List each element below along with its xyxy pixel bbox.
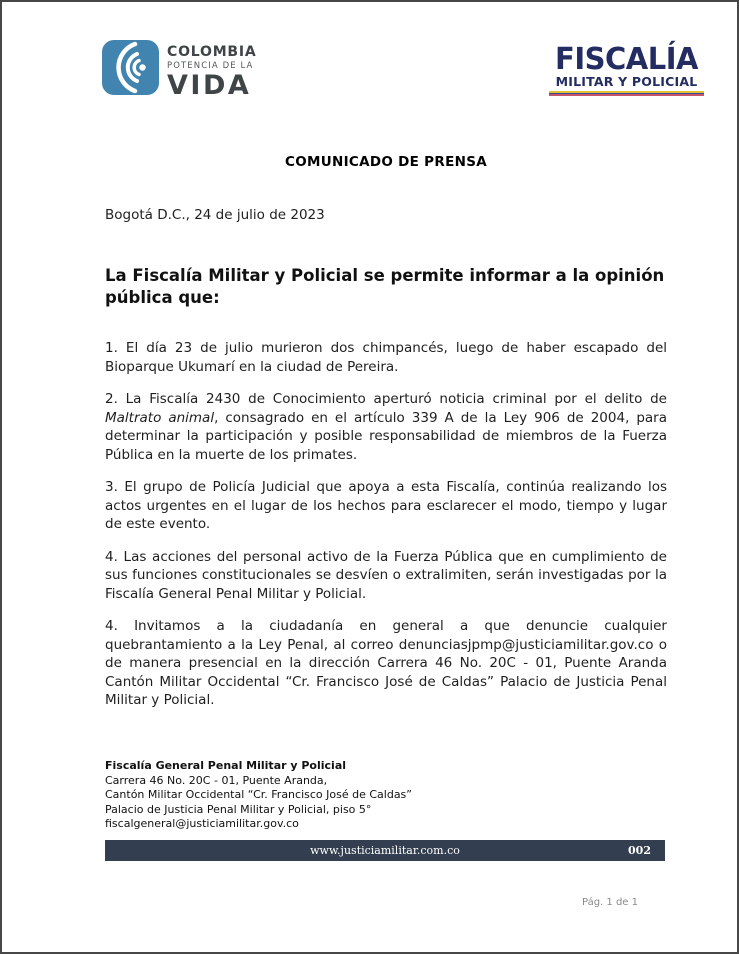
- document-title: COMUNICADO DE PRENSA: [285, 154, 487, 170]
- colombia-wave-icon: [102, 40, 159, 95]
- colombia-logo-line1: COLOMBIA: [167, 44, 257, 60]
- paragraph-2: [105, 390, 667, 464]
- fiscalia-logo: [549, 40, 704, 96]
- footer-address-line-2: Cantón Militar Occidental “Cr. Francisco José de Caldas”: [105, 788, 412, 801]
- footer-address-block: [105, 759, 412, 832]
- paragraph-3-text: 3. El grupo de Policía Judicial que apoya a esta Fiscalía, continúa realizando los actos urgentes en el lugar de los hechos para esclarecer el modo, tiempo y lugar de este evento.: [105, 479, 667, 532]
- colombia-logo-line2: POTENCIA DE LA: [167, 61, 254, 71]
- page-indicator: Pág. 1 de 1: [582, 897, 638, 908]
- document-body: [105, 339, 667, 724]
- paragraph-4-text: 4. Las acciones del personal activo de la Fuerza Pública que en cumplimiento de sus funciones constitucionales se desvíen o extralimiten, serán investigadas por la Fiscalía General Penal Militar y Policial.: [105, 548, 667, 602]
- document-date: Bogotá D.C., 24 de julio de 2023: [105, 207, 325, 223]
- paragraph-2-text-after: , consagrado en el artículo 339 A de la Ley 906 de 2004, para determinar la participación y posible responsabilidad de miembros de la Fuerza Pública en la muerte de los primates.: [105, 409, 667, 463]
- paragraph-1: [105, 339, 667, 376]
- paragraph-4: [105, 548, 667, 604]
- paragraph-1-text: 1. El día 23 de julio murieron dos chimpancés, luego de haber escapado del Bioparque Ukumarí en la ciudad de Pereira.: [105, 340, 667, 375]
- footer-address-line-3: Palacio de Justicia Penal Militar y Policial, piso 5°: [105, 802, 372, 816]
- paragraph-5: [105, 617, 667, 710]
- footer-website: www.justiciamilitar.com.co: [310, 844, 460, 857]
- colombia-logo-text: [167, 40, 257, 99]
- colombia-logo: [102, 40, 257, 99]
- colombia-logo-line3: VIDA: [167, 69, 252, 101]
- fiscalia-logo-title: FISCALÍA: [555, 40, 698, 77]
- fiscalia-logo-subtitle: MILITAR Y POLICIAL: [555, 74, 698, 89]
- paragraph-3: [105, 478, 667, 534]
- paragraph-2-text-before: 2. La Fiscalía 2430 de Conocimiento aperturó noticia criminal por el delito de: [105, 391, 667, 407]
- paragraph-5-text: 4. Invitamos a la ciudadanía en general a que denuncie cualquier quebrantamiento a la Ley Penal, al correo denunciasjpmp@justiciamilitar.gov.co o de manera presencial en la dirección Carrera 46 No. 20C - 01, Puente Aranda Cantón Militar Occidental “Cr. Francisco José de Caldas” Palacio de Justicia Penal Militar y Policial.: [105, 618, 667, 708]
- footer-org-name: Fiscalía General Penal Militar y Policial: [105, 759, 347, 772]
- colombia-flag-underline: [549, 91, 704, 96]
- footer-email: fiscalgeneral@justiciamilitar.gov.co: [105, 817, 299, 830]
- footer-address-line-1: Carrera 46 No. 20C - 01, Puente Aranda,: [105, 773, 328, 787]
- document-heading: La Fiscalía Militar y Policial se permite informar a la opinión pública que:: [105, 266, 665, 307]
- footer-bar: [105, 840, 665, 861]
- paragraph-2-italic-term: Maltrato animal: [105, 409, 215, 426]
- footer-document-number: 002: [628, 844, 651, 857]
